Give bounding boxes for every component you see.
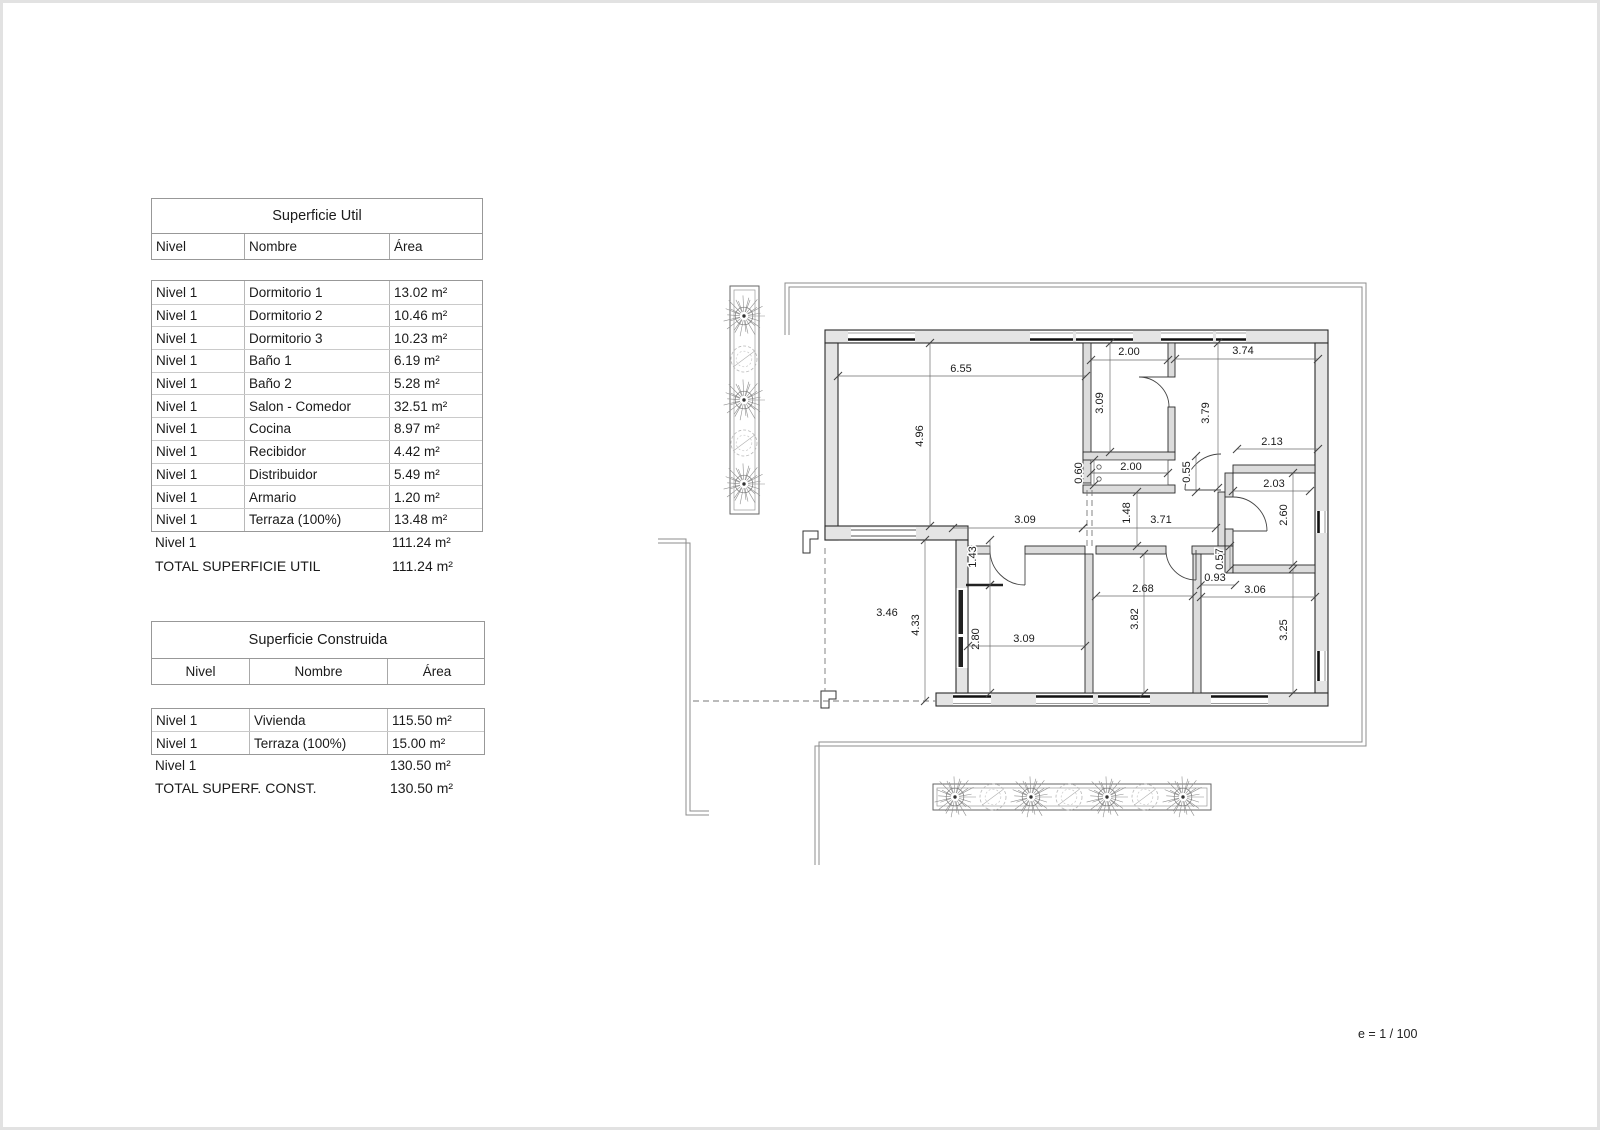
col-nivel: Nivel: [156, 239, 187, 254]
table-cell: Baño 2: [244, 373, 389, 395]
table-title: Superficie Util: [152, 199, 482, 234]
table-cell: Dormitorio 1: [244, 281, 389, 304]
table-cell: Cocina: [244, 418, 389, 440]
dimension-label: 0.60: [1073, 462, 1085, 484]
tree-icon: [935, 776, 976, 817]
dimension-label: 3.71: [1150, 514, 1172, 526]
bush-icon: [731, 346, 757, 372]
tree-icon: [1011, 776, 1052, 817]
table-cell: 115.50 m²: [387, 709, 486, 731]
total-area: 130.50 m²: [390, 779, 454, 796]
table-cell: Nivel 1: [156, 735, 198, 751]
dimension-label: 3.09: [1014, 514, 1036, 526]
total-label: TOTAL SUPERF. CONST.: [155, 779, 317, 796]
dimension-annotations: [834, 339, 1322, 705]
table-cell: Salon - Comedor: [244, 395, 389, 417]
table-cell: 10.23 m²: [389, 327, 484, 349]
table-cell: Nivel 1: [156, 712, 198, 728]
tree-icon: [1163, 776, 1204, 817]
dimension-label: 3.09: [1013, 633, 1035, 645]
floor-plan: [3, 3, 1600, 1130]
terrace-sliding-door: [957, 585, 1004, 668]
table-cell: Nivel 1: [156, 421, 198, 437]
dimension-label: 0.55: [1181, 461, 1193, 483]
table-cell: 4.42 m²: [389, 441, 484, 463]
dimension-label: 0.93: [1204, 572, 1226, 584]
dimension-label: 2.00: [1120, 461, 1142, 473]
col-nombre: Nombre: [244, 234, 389, 259]
table-cell: Dormitorio 2: [244, 305, 389, 327]
table-cell: Nivel 1: [156, 353, 198, 369]
dimension-label: 3.74: [1232, 345, 1254, 357]
table-cell: Nivel 1: [156, 489, 198, 505]
dimension-label: 2.03: [1263, 478, 1285, 490]
table-cell: Nivel 1: [156, 466, 198, 482]
dimension-label: 2.80: [970, 628, 982, 650]
dimension-label: 3.09: [1094, 392, 1106, 414]
subtotal-level: Nivel 1: [155, 535, 197, 550]
table-cell: 15.00 m²: [387, 732, 486, 753]
subtotal-area: 111.24 m²: [392, 535, 451, 550]
dimension-label: 2.68: [1132, 583, 1154, 595]
scale-note: e = 1 / 100: [1358, 1027, 1418, 1041]
exterior-walls: [825, 330, 1328, 706]
table-cell: 8.97 m²: [389, 418, 484, 440]
dimension-label: 4.33: [910, 614, 922, 636]
col-area: Área: [389, 234, 484, 259]
table-cell: Vivienda: [249, 709, 387, 731]
table-cell: Nivel 1: [156, 308, 198, 324]
dimension-label: 3.82: [1129, 608, 1141, 630]
table-cell: Nivel 1: [156, 512, 198, 528]
dimension-label: 4.96: [914, 425, 926, 447]
table-cell: Terraza (100%): [249, 732, 387, 753]
table-cell: Nivel 1: [156, 444, 198, 460]
table-cell: Baño 1: [244, 350, 389, 372]
table-cell: 5.49 m²: [389, 464, 484, 486]
dimension-label: 3.46: [876, 607, 898, 619]
subtotal-level: Nivel 1: [155, 758, 197, 773]
dimension-label: 3.06: [1244, 584, 1266, 596]
table-cell: 6.19 m²: [389, 350, 484, 372]
property-boundary: [658, 283, 1366, 865]
table-cell: Nivel 1: [156, 284, 198, 300]
table-cell: Nivel 1: [156, 376, 198, 392]
tree-icon: [1087, 776, 1128, 817]
dimension-label: 1.43: [967, 546, 979, 568]
bush-icon: [731, 430, 757, 456]
dimension-label: 6.55: [950, 363, 972, 375]
table-cell: Dormitorio 3: [244, 327, 389, 349]
corner-pillars: [803, 531, 836, 708]
table-cell: Nivel 1: [156, 330, 198, 346]
col-nombre: Nombre: [249, 659, 387, 684]
dimension-label: 3.25: [1278, 619, 1290, 641]
col-area: Área: [387, 659, 486, 684]
dimension-label: 0.57: [1214, 548, 1226, 570]
table-cell: Terraza (100%): [244, 509, 389, 531]
table-cell: 32.51 m²: [389, 395, 484, 417]
table-cell: Nivel 1: [156, 398, 198, 414]
total-label: TOTAL SUPERFICIE UTIL: [155, 557, 321, 574]
table-cell: 5.28 m²: [389, 373, 484, 395]
dimension-label: 1.48: [1121, 502, 1133, 524]
table-cell: Armario: [244, 486, 389, 508]
dimension-label: 2.60: [1278, 504, 1290, 526]
dimension-label: 2.00: [1118, 346, 1140, 358]
table-title: Superficie Construida: [152, 622, 484, 659]
col-nivel: Nivel: [185, 664, 216, 679]
dimension-label: 3.79: [1200, 402, 1212, 424]
subtotal-area: 130.50 m²: [390, 758, 451, 773]
table-cell: 1.20 m²: [389, 486, 484, 508]
table-cell: 13.02 m²: [389, 281, 484, 304]
table-cell: 10.46 m²: [389, 305, 484, 327]
table-cell: Recibidor: [244, 441, 389, 463]
dimension-label: 2.13: [1261, 436, 1283, 448]
total-area: 111.24 m²: [392, 557, 453, 574]
table-cell: 13.48 m²: [389, 509, 484, 531]
table-cell: Distribuidor: [244, 464, 389, 486]
